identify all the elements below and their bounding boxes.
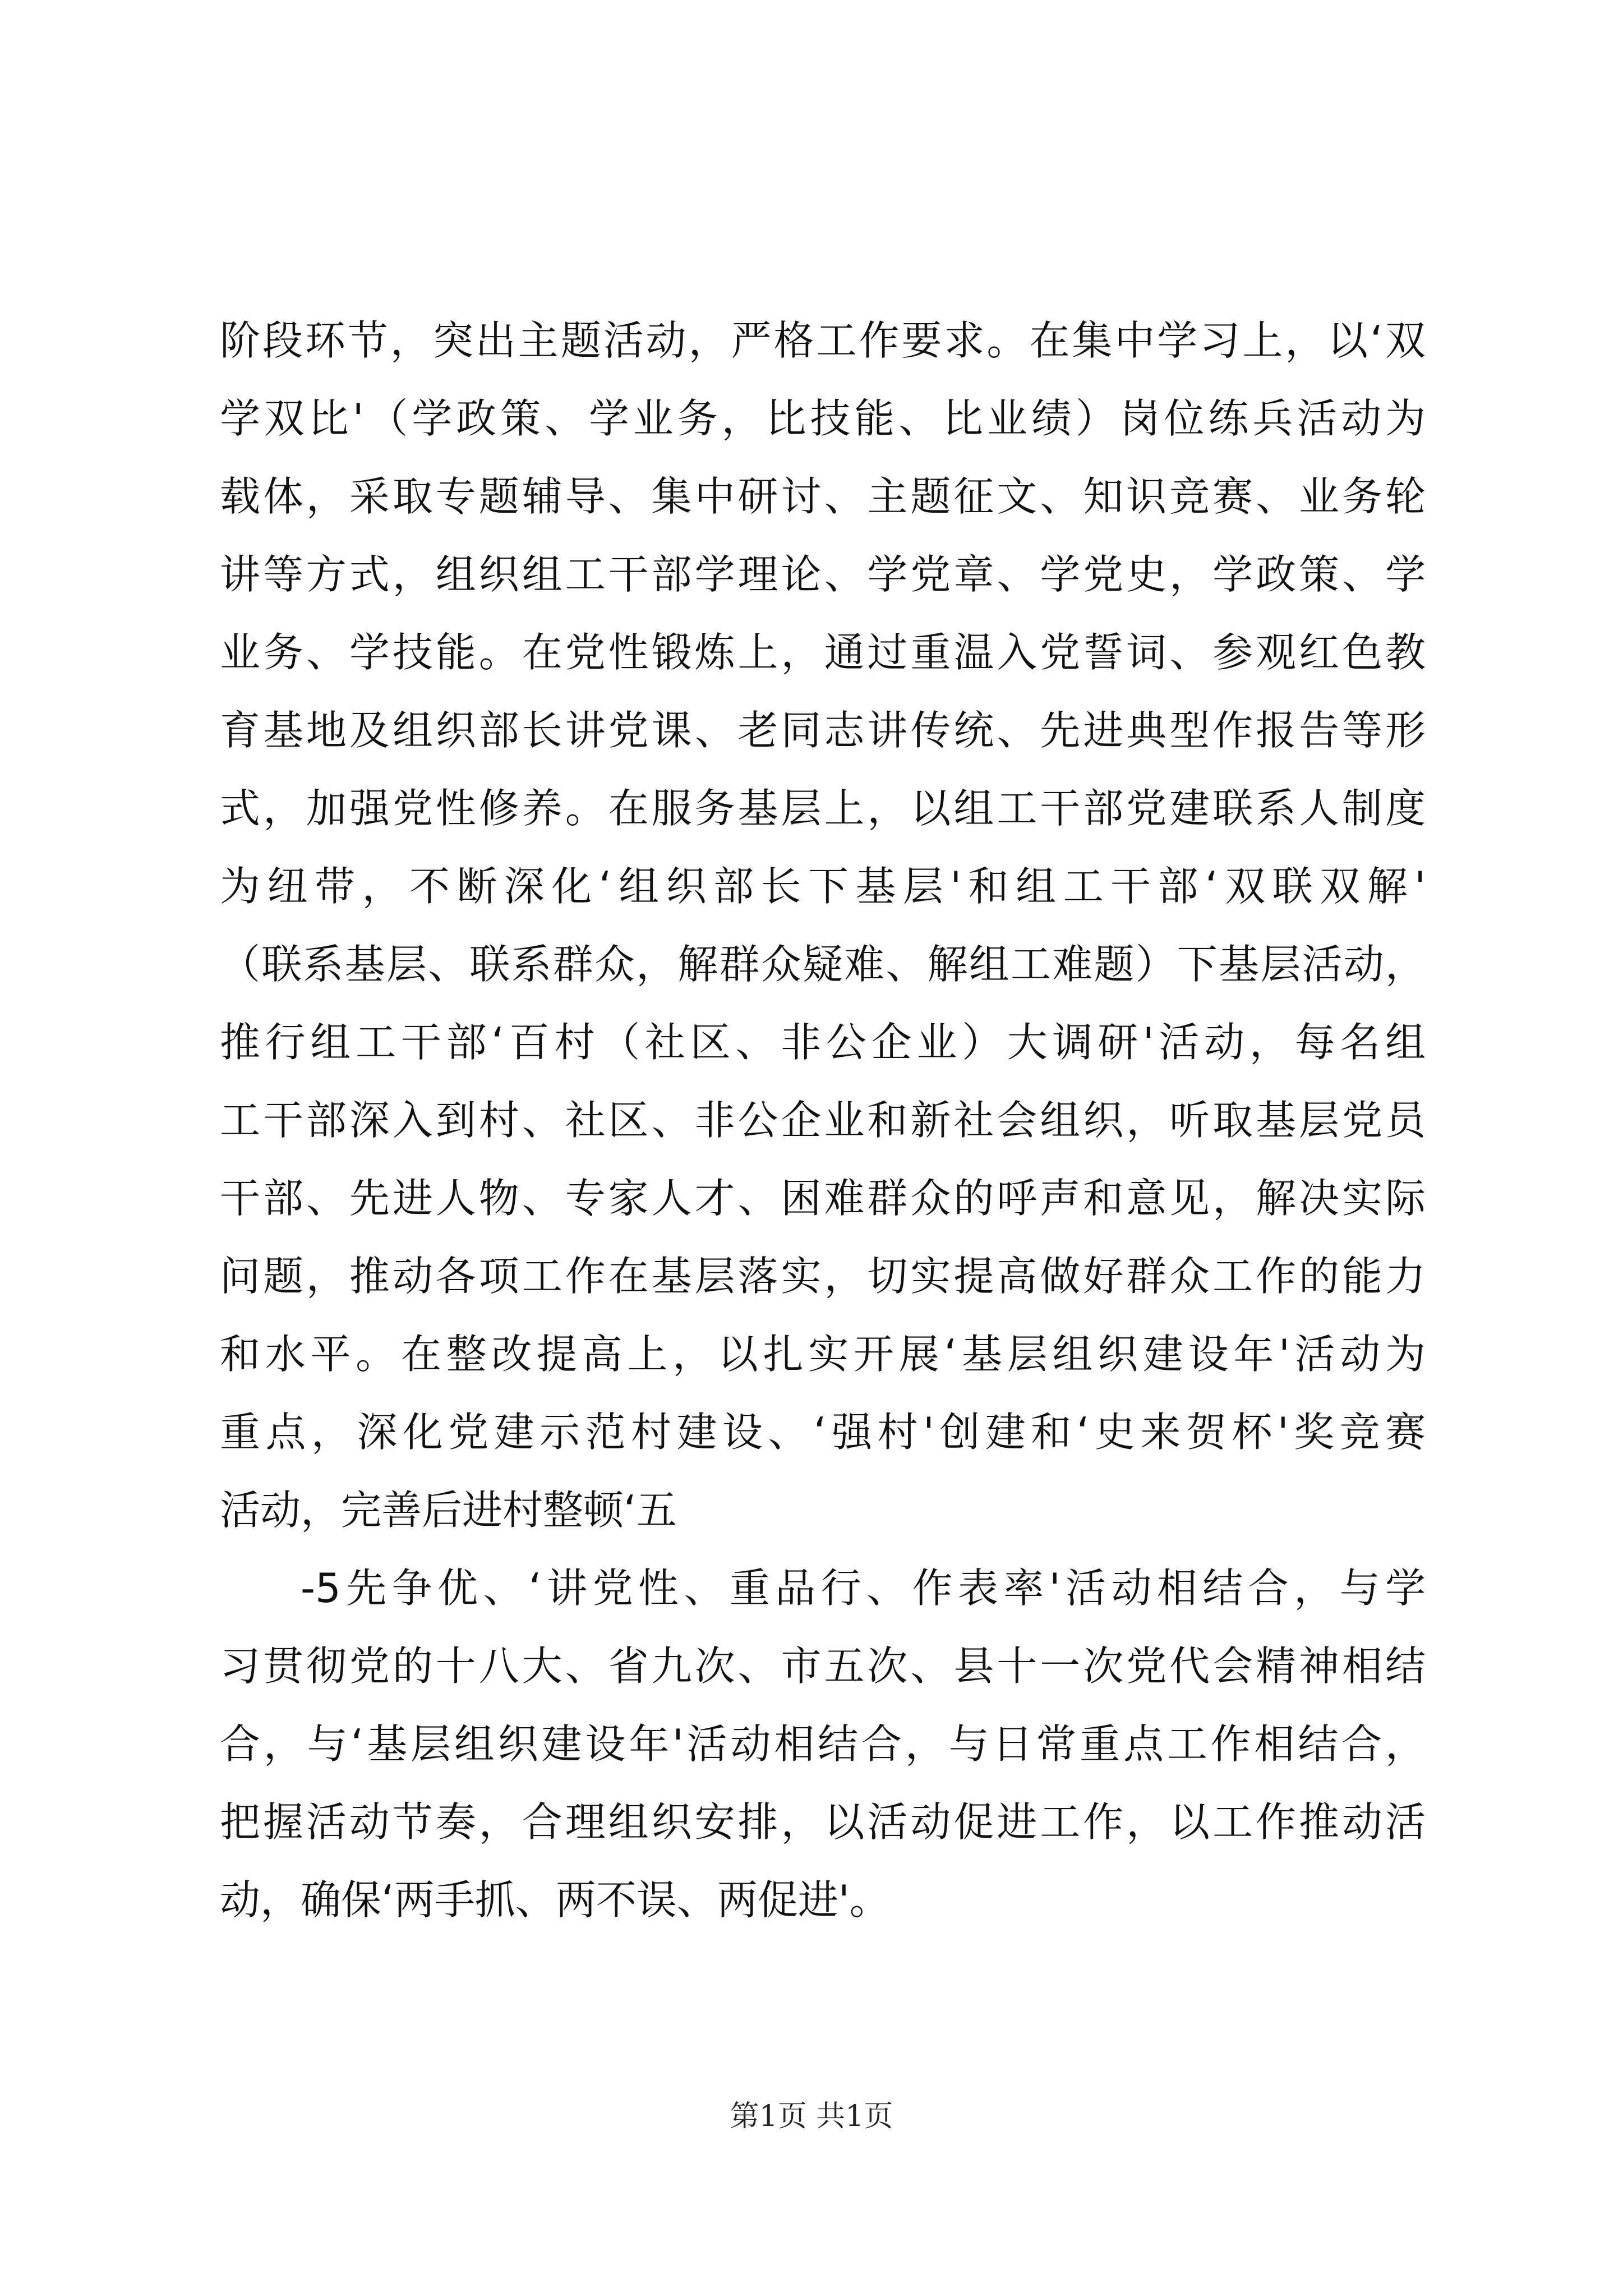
text-line: 动，确保‘两手抓、两不误、两促进'。	[220, 1876, 890, 1924]
text-line: -5先争优、‘讲党性、重品行、作表率'活动相结合，与学	[301, 1565, 1426, 1612]
text-line: 为纽带，不断深化‘组织部长下基层'和组工干部‘双联双解'	[220, 863, 1426, 910]
text-line: 重点，深化党建示范村建设、‘强村'创建和‘史来贺杯'奖竞赛	[220, 1409, 1426, 1456]
body-text	[220, 302, 1426, 1939]
text-line: 问题，推动各项工作在基层落实，切实提高做好群众工作的能力	[220, 1253, 1426, 1300]
text-line: 式，加强党性修养。在服务基层上，以组工干部党建联系人制度	[220, 785, 1426, 832]
text-line: 活动，完善后进村整顿‘五	[220, 1487, 677, 1534]
text-line: 讲等方式，组织组工干部学理论、学党章、学党史，学政策、学	[220, 551, 1426, 598]
text-line: 习贯彻党的十八大、省九次、市五次、县十一次党代会精神相结	[220, 1642, 1426, 1690]
page-footer: 第1页 共1页	[730, 2100, 893, 2133]
text-line: 和水平。在整改提高上，以扎实开展‘基层组织建设年'活动为	[220, 1331, 1426, 1378]
text-line: 把握活动节奏，合理组织安排，以活动促进工作，以工作推动活	[220, 1798, 1426, 1846]
text-line: 阶段环节，突出主题活动，严格工作要求。在集中学习上，以‘双	[220, 317, 1426, 364]
text-line: 载体，采取专题辅导、集中研讨、主题征文、知识竞赛、业务轮	[220, 473, 1426, 520]
text-line: 育基地及组织部长讲党课、老同志讲传统、先进典型作报告等形	[220, 707, 1426, 754]
text-line: （联系基层、联系群众，解群众疑难、解组工难题）下基层活动，	[220, 941, 1426, 988]
text-line: 推行组工干部‘百村（社区、非公企业）大调研'活动，每名组	[220, 1019, 1426, 1066]
text-line: 干部、先进人物、专家人才、困难群众的呼声和意见，解决实际	[220, 1175, 1426, 1222]
text-line: 学双比'（学政策、学业务，比技能、比业绩）岗位练兵活动为	[220, 395, 1426, 442]
text-line: 工干部深入到村、社区、非公企业和新社会组织，听取基层党员	[220, 1097, 1426, 1144]
text-line: 合，与‘基层组织建设年'活动相结合，与日常重点工作相结合，	[220, 1720, 1426, 1768]
text-line: 业务、学技能。在党性锻炼上，通过重温入党誓词、参观红色教	[220, 629, 1426, 676]
